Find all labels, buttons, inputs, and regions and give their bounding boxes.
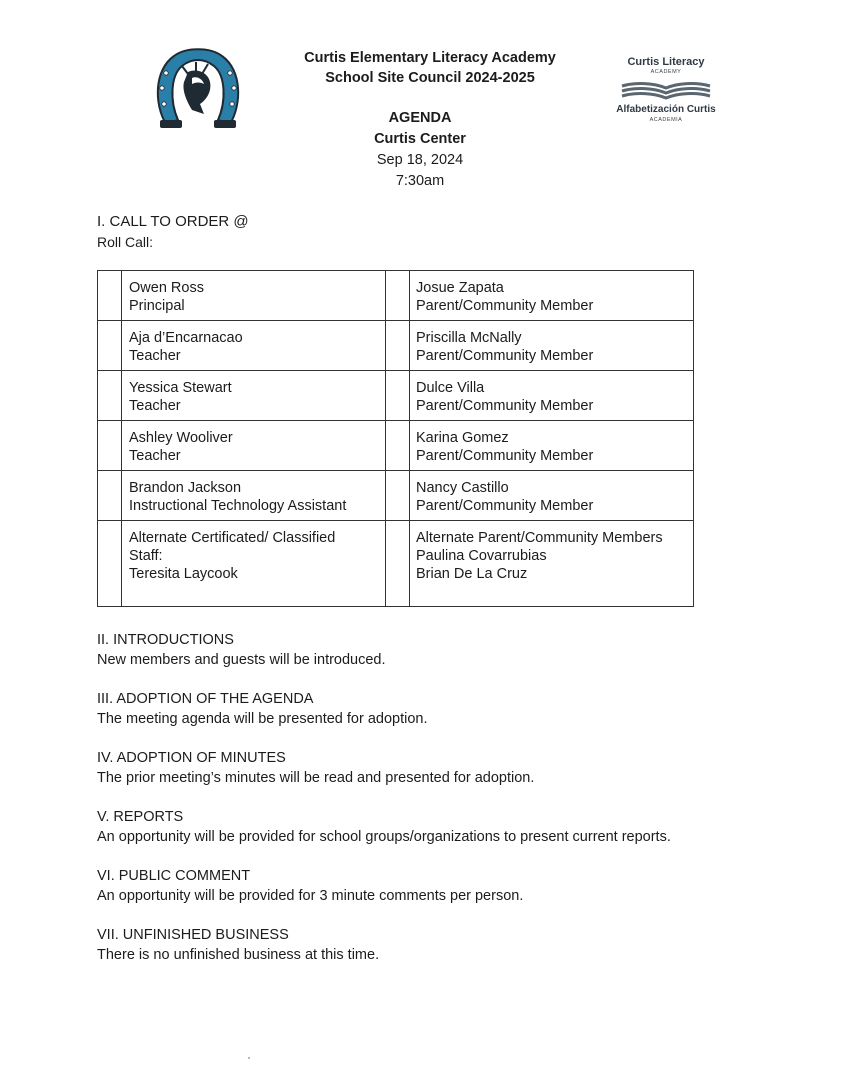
roll-call-table	[97, 270, 694, 607]
agenda-item-introductions	[97, 630, 757, 671]
meeting-location: Curtis Center	[374, 131, 466, 147]
agenda-item-adoption-agenda	[97, 689, 757, 730]
member-role: Teacher	[129, 348, 181, 364]
agenda-item-title: IV. ADOPTION OF MINUTES	[97, 750, 286, 766]
member-name: Owen Ross	[129, 280, 204, 296]
attendance-checkbox[interactable]	[386, 421, 410, 471]
meeting-date: Sep 18, 2024	[376, 152, 464, 168]
member-role: Principal	[129, 298, 185, 314]
member-cell	[122, 371, 386, 421]
member-cell	[122, 321, 386, 371]
member-role: Parent/Community Member	[416, 398, 594, 414]
logo-title: Curtis Literacy	[627, 56, 705, 68]
table-row	[98, 421, 694, 471]
member-role: Parent/Community Member	[416, 498, 594, 514]
roll-call-label: Roll Call:	[97, 234, 154, 250]
member-cell	[410, 421, 694, 471]
member-name: Aja d’Encarnacao	[129, 330, 243, 346]
member-name: Priscilla McNally	[416, 330, 522, 346]
document-header	[270, 48, 590, 88]
table-row	[98, 371, 694, 421]
member-cell	[122, 421, 386, 471]
scan-speck	[248, 1057, 250, 1059]
agenda-item-public-comment	[97, 866, 757, 907]
agenda-item-reports	[97, 807, 757, 848]
table-row	[98, 321, 694, 371]
member-role: Parent/Community Member	[416, 298, 594, 314]
member-name: Nancy Castillo	[416, 480, 509, 496]
attendance-checkbox[interactable]	[98, 421, 122, 471]
logo-subtitle: ACADEMY	[650, 69, 682, 75]
member-role: Teacher	[129, 398, 181, 414]
agenda-sections	[97, 630, 757, 984]
open-book-icon	[620, 80, 712, 102]
agenda-item-title: V. REPORTS	[97, 809, 184, 825]
alternate-staff-name: Teresita Laycook	[129, 566, 238, 582]
member-cell	[410, 471, 694, 521]
alternate-staff-cell	[122, 521, 386, 607]
member-cell	[410, 321, 694, 371]
member-name: Ashley Wooliver	[129, 430, 233, 446]
curtis-literacy-logo	[604, 56, 728, 136]
agenda-item-body: New members and guests will be introduced.	[97, 652, 386, 668]
agenda-item-adoption-minutes	[97, 748, 757, 789]
agenda-item-title: VII. UNFINISHED BUSINESS	[97, 927, 289, 943]
attendance-checkbox[interactable]	[98, 521, 122, 607]
alternate-parent-name: Paulina Covarrubias	[416, 548, 547, 564]
meeting-time: 7:30am	[395, 173, 445, 189]
member-cell	[410, 371, 694, 421]
attendance-checkbox[interactable]	[386, 321, 410, 371]
agenda-item-body: An opportunity will be provided for school groups/organizations to present current reports.	[97, 829, 671, 845]
agenda-item-body: The meeting agenda will be presented for adoption.	[97, 711, 428, 727]
logo-subtitle-spanish: ACADEMIA	[649, 117, 683, 123]
agenda-item-title: II. INTRODUCTIONS	[97, 632, 234, 648]
alternate-staff-heading-cont: Staff:	[129, 548, 163, 564]
attendance-checkbox[interactable]	[386, 371, 410, 421]
attendance-checkbox[interactable]	[386, 521, 410, 607]
alternate-parent-heading: Alternate Parent/Community Members	[416, 530, 663, 546]
attendance-checkbox[interactable]	[98, 471, 122, 521]
member-name: Dulce Villa	[416, 380, 485, 396]
table-row	[98, 471, 694, 521]
member-cell	[122, 271, 386, 321]
attendance-checkbox[interactable]	[386, 471, 410, 521]
agenda-item-body: The prior meeting’s minutes will be read and presented for adoption.	[97, 770, 535, 786]
attendance-checkbox[interactable]	[98, 271, 122, 321]
call-to-order-heading: I. CALL TO ORDER @	[97, 213, 249, 230]
member-name: Brandon Jackson	[129, 480, 242, 496]
alternate-staff-heading: Alternate Certificated/ Classified	[129, 530, 336, 546]
attendance-checkbox[interactable]	[98, 371, 122, 421]
member-name: Karina Gomez	[416, 430, 509, 446]
attendance-checkbox[interactable]	[98, 321, 122, 371]
agenda-item-unfinished-business	[97, 925, 757, 966]
logo-title-spanish: Alfabetización Curtis	[616, 104, 716, 115]
agenda-item-title: III. ADOPTION OF THE AGENDA	[97, 691, 314, 707]
alternate-parent-cell	[410, 521, 694, 607]
member-cell	[410, 271, 694, 321]
member-name: Yessica Stewart	[129, 380, 232, 396]
agenda-title: AGENDA	[388, 110, 452, 126]
horseshoe-logo	[152, 44, 244, 132]
council-title: School Site Council 2024-2025	[325, 70, 535, 86]
member-role: Parent/Community Member	[416, 448, 594, 464]
alternate-parent-name: Brian De La Cruz	[416, 566, 528, 582]
member-cell	[122, 471, 386, 521]
member-role: Teacher	[129, 448, 181, 464]
school-name: Curtis Elementary Literacy Academy	[304, 50, 556, 66]
member-role: Instructional Technology Assistant	[129, 498, 347, 514]
agenda-item-title: VI. PUBLIC COMMENT	[97, 868, 251, 884]
table-row	[98, 271, 694, 321]
agenda-item-body: An opportunity will be provided for 3 minute comments per person.	[97, 888, 524, 904]
call-to-order-section	[97, 211, 249, 252]
attendance-checkbox[interactable]	[386, 271, 410, 321]
agenda-heading-block	[300, 108, 540, 192]
member-name: Josue Zapata	[416, 280, 504, 296]
member-role: Parent/Community Member	[416, 348, 594, 364]
agenda-item-body: There is no unfinished business at this time.	[97, 947, 380, 963]
table-row-alternates	[98, 521, 694, 607]
